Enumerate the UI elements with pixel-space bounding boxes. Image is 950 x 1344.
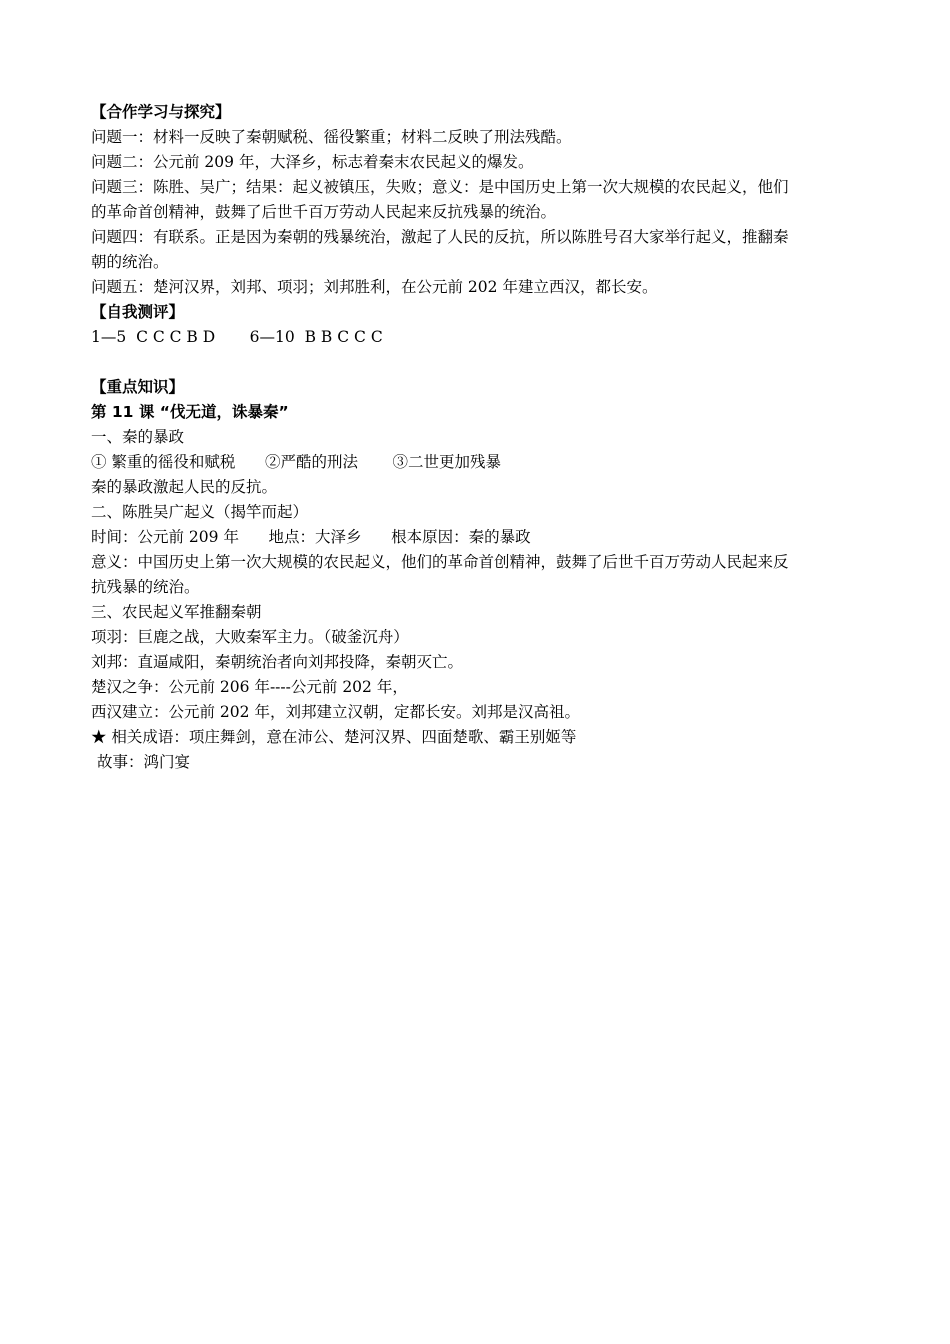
question-2-answer: 问题二：公元前 209 年，大泽乡，标志着秦末农民起义的爆发。	[91, 153, 534, 171]
related-story: 故事：鸿门宴	[97, 753, 191, 771]
self-test-answers: 1—5 C C C B D 6—10 B B C C C	[91, 328, 383, 346]
part-3-liubang: 刘邦：直逼咸阳，秦朝统治者向刘邦投降，秦朝灭亡。	[91, 653, 464, 671]
section-heading-key-knowledge: 【重点知识】	[91, 378, 185, 396]
part-1-items: ① 繁重的徭役和赋税 ②严酷的刑法 ③二世更加残暴	[91, 453, 501, 471]
part-1-note: 秦的暴政激起人民的反抗。	[91, 478, 278, 496]
question-3-answer-line-1: 问题三：陈胜、吴广；结果：起义被镇压，失败；意义：是中国历史上第一次大规模的农民起义，他们	[91, 178, 789, 196]
document-page	[91, 100, 871, 775]
question-4-answer-line-2: 朝的统治。	[91, 253, 169, 271]
section-heading-cooperative-study: 【合作学习与探究】	[91, 103, 231, 121]
lesson-title: 第 11 课 “伐无道，诛暴秦”	[91, 403, 289, 421]
part-3-title: 三、农民起义军推翻秦朝	[91, 603, 262, 621]
question-4-answer-line-1: 问题四：有联系。正是因为秦朝的残暴统治，激起了人民的反抗，所以陈胜号召大家举行起义，推翻秦	[91, 228, 789, 246]
related-idioms: ★ 相关成语：项庄舞剑，意在沛公、楚河汉界、四面楚歌、霸王别姬等	[91, 728, 577, 746]
part-3-chuhan: 楚汉之争：公元前 206 年----公元前 202 年，	[91, 678, 408, 696]
question-3-answer-line-2: 的革命首创精神，鼓舞了后世千百万劳动人民起来反抗残暴的统治。	[91, 203, 557, 221]
part-2-meaning-line-2: 抗残暴的统治。	[91, 578, 200, 596]
part-2-info: 时间：公元前 209 年 地点：大泽乡 根本原因：秦的暴政	[91, 528, 531, 546]
question-5-answer: 问题五：楚河汉界，刘邦、项羽；刘邦胜利，在公元前 202 年建立西汉，都长安。	[91, 278, 658, 296]
part-1-title: 一、秦的暴政	[91, 428, 185, 446]
part-2-title: 二、陈胜吴广起义（揭竿而起）	[91, 503, 309, 521]
question-1-answer: 问题一：材料一反映了秦朝赋税、徭役繁重；材料二反映了刑法残酷。	[91, 128, 572, 146]
part-3-xihan: 西汉建立：公元前 202 年，刘邦建立汉朝，定都长安。刘邦是汉高祖。	[91, 703, 580, 721]
section-heading-self-test: 【自我测评】	[91, 303, 185, 321]
part-2-meaning-line-1: 意义：中国历史上第一次大规模的农民起义，他们的革命首创精神，鼓舞了后世千百万劳动人民起来反	[91, 553, 789, 571]
part-3-xiangyu: 项羽：巨鹿之战，大败秦军主力。（破釜沉舟）	[91, 628, 409, 646]
blank-spacer	[91, 350, 871, 375]
